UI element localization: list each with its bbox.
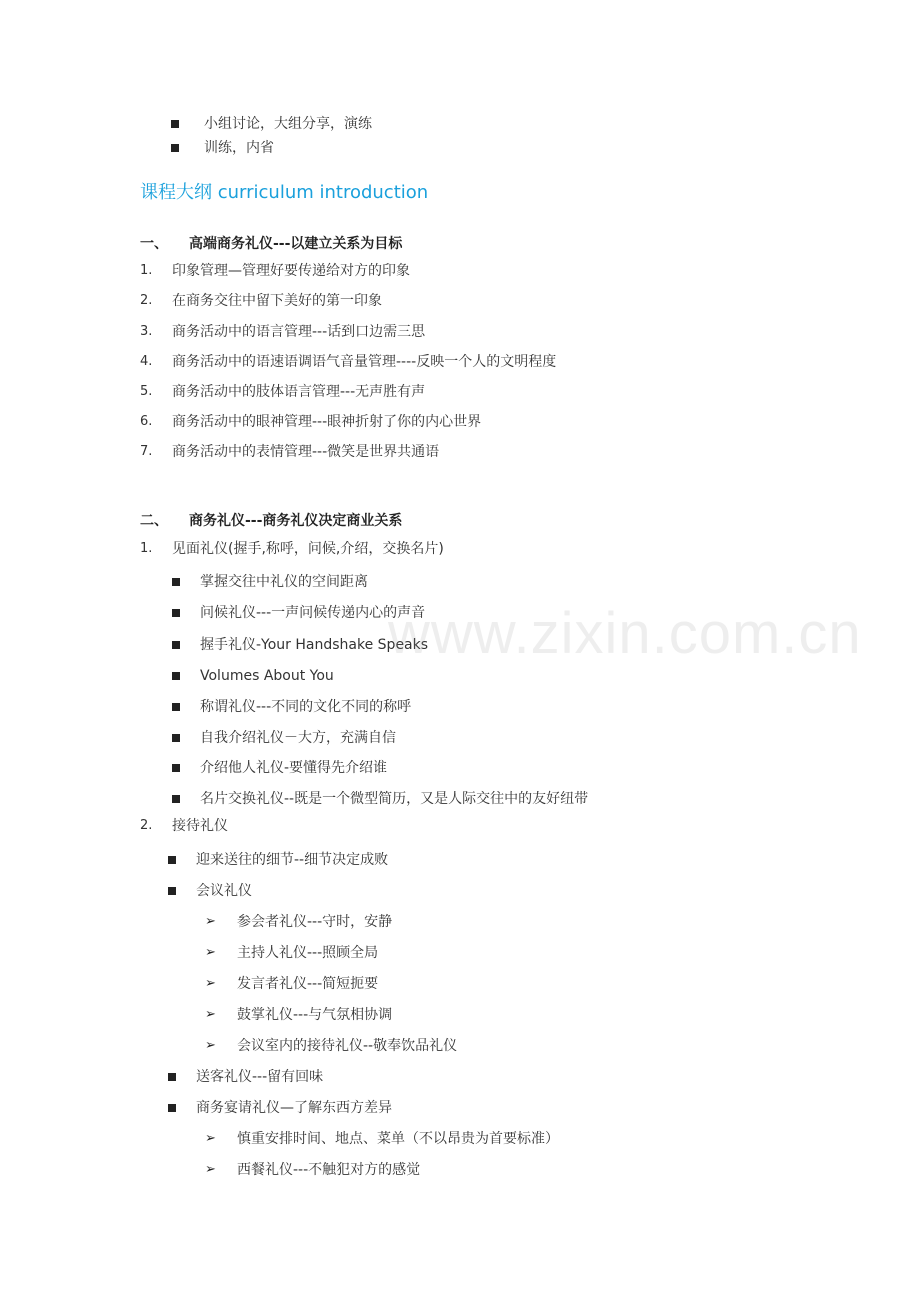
square-bullet-icon	[172, 795, 180, 803]
square-bullet-icon	[172, 764, 180, 772]
item-number: 6.	[140, 414, 153, 429]
item-number: 7.	[140, 444, 153, 459]
arrow-bullet-icon: ➢	[205, 1162, 216, 1177]
bullet-text: Volumes About You	[200, 668, 334, 684]
square-bullet-icon	[171, 144, 179, 152]
bullet-text: 握手礼仪-Your Handshake Speaks	[200, 637, 429, 653]
item-text: 商务活动中的眼神管理---眼神折射了你的内心世界	[172, 414, 482, 430]
square-bullet-icon	[172, 734, 180, 742]
sub-bullet-text: 主持人礼仪---照顾全局	[237, 945, 379, 961]
item-number: 2.	[140, 293, 153, 308]
item-text: 商务活动中的语言管理---话到口边需三思	[172, 324, 426, 340]
section2-number: 二、	[140, 513, 168, 529]
bullet-text: 称谓礼仪---不同的文化不同的称呼	[200, 699, 412, 715]
square-bullet-icon	[172, 609, 180, 617]
item-text: 商务活动中的表情管理---微笑是世界共通语	[172, 444, 440, 460]
square-bullet-icon	[172, 672, 180, 680]
sub-bullet-text: 慎重安排时间、地点、菜单（不以昂贵为首要标准）	[237, 1131, 559, 1147]
square-bullet-icon	[172, 703, 180, 711]
bullet-text: 商务宴请礼仪—了解东西方差异	[196, 1100, 392, 1116]
bullet-text: 迎来送往的细节--细节决定成败	[196, 852, 389, 868]
bullet-text: 送客礼仪---留有回味	[196, 1069, 324, 1085]
section-heading: 课程大纲 curriculum introduction	[140, 182, 429, 203]
square-bullet-icon	[172, 578, 180, 586]
square-bullet-icon	[168, 1104, 176, 1112]
square-bullet-icon	[172, 641, 180, 649]
arrow-bullet-icon: ➢	[205, 1038, 216, 1053]
arrow-bullet-icon: ➢	[205, 945, 216, 960]
sub-bullet-text: 会议室内的接待礼仪--敬奉饮品礼仪	[237, 1038, 458, 1054]
item-number: 1.	[140, 263, 153, 278]
square-bullet-icon	[171, 120, 179, 128]
square-bullet-icon	[168, 887, 176, 895]
square-bullet-icon	[168, 1073, 176, 1081]
sub-bullet-text: 发言者礼仪---简短扼要	[237, 976, 379, 992]
item-number: 5.	[140, 384, 153, 399]
sub-bullet-text: 鼓掌礼仪---与气氛相协调	[237, 1007, 393, 1023]
bullet-text: 名片交换礼仪--既是一个微型简历，又是人际交往中的友好纽带	[200, 791, 589, 807]
section1-title: 高端商务礼仪---以建立关系为目标	[189, 236, 403, 252]
item-text: 印象管理—管理好要传递给对方的印象	[172, 263, 410, 279]
bullet-text: 介绍他人礼仪-要懂得先介绍谁	[200, 760, 388, 776]
item-text: 见面礼仪(握手,称呼，问候,介绍，交换名片)	[172, 541, 444, 557]
item-number: 3.	[140, 324, 153, 339]
watermark: www.zixin.com.cn	[388, 601, 862, 666]
item-text: 商务活动中的语速语调语气音量管理----反映一个人的文明程度	[172, 354, 557, 370]
sub-bullet-text: 参会者礼仪---守时，安静	[237, 914, 393, 930]
arrow-bullet-icon: ➢	[205, 976, 216, 991]
item-number: 1.	[140, 541, 153, 556]
item-number: 4.	[140, 354, 153, 369]
section2-title: 商务礼仪---商务礼仪决定商业关系	[189, 513, 403, 529]
bullet-text: 问候礼仪---一声问候传递内心的声音	[200, 605, 426, 621]
item-text: 在商务交往中留下美好的第一印象	[172, 293, 382, 309]
item-text: 商务活动中的肢体语言管理---无声胜有声	[172, 384, 426, 400]
arrow-bullet-icon: ➢	[205, 1131, 216, 1146]
bullet-text: 小组讨论，大组分享，演练	[204, 116, 372, 132]
bullet-text: 训练，内省	[204, 140, 274, 156]
section1-number: 一、	[140, 236, 168, 252]
item-text: 接待礼仪	[172, 818, 228, 834]
sub-bullet-text: 西餐礼仪---不触犯对方的感觉	[237, 1162, 421, 1178]
bullet-text: 掌握交往中礼仪的空间距离	[200, 574, 368, 590]
arrow-bullet-icon: ➢	[205, 914, 216, 929]
bullet-text: 自我介绍礼仪－大方，充满自信	[200, 730, 396, 746]
bullet-text: 会议礼仪	[196, 883, 252, 899]
item-number: 2.	[140, 818, 153, 833]
square-bullet-icon	[168, 856, 176, 864]
arrow-bullet-icon: ➢	[205, 1007, 216, 1022]
